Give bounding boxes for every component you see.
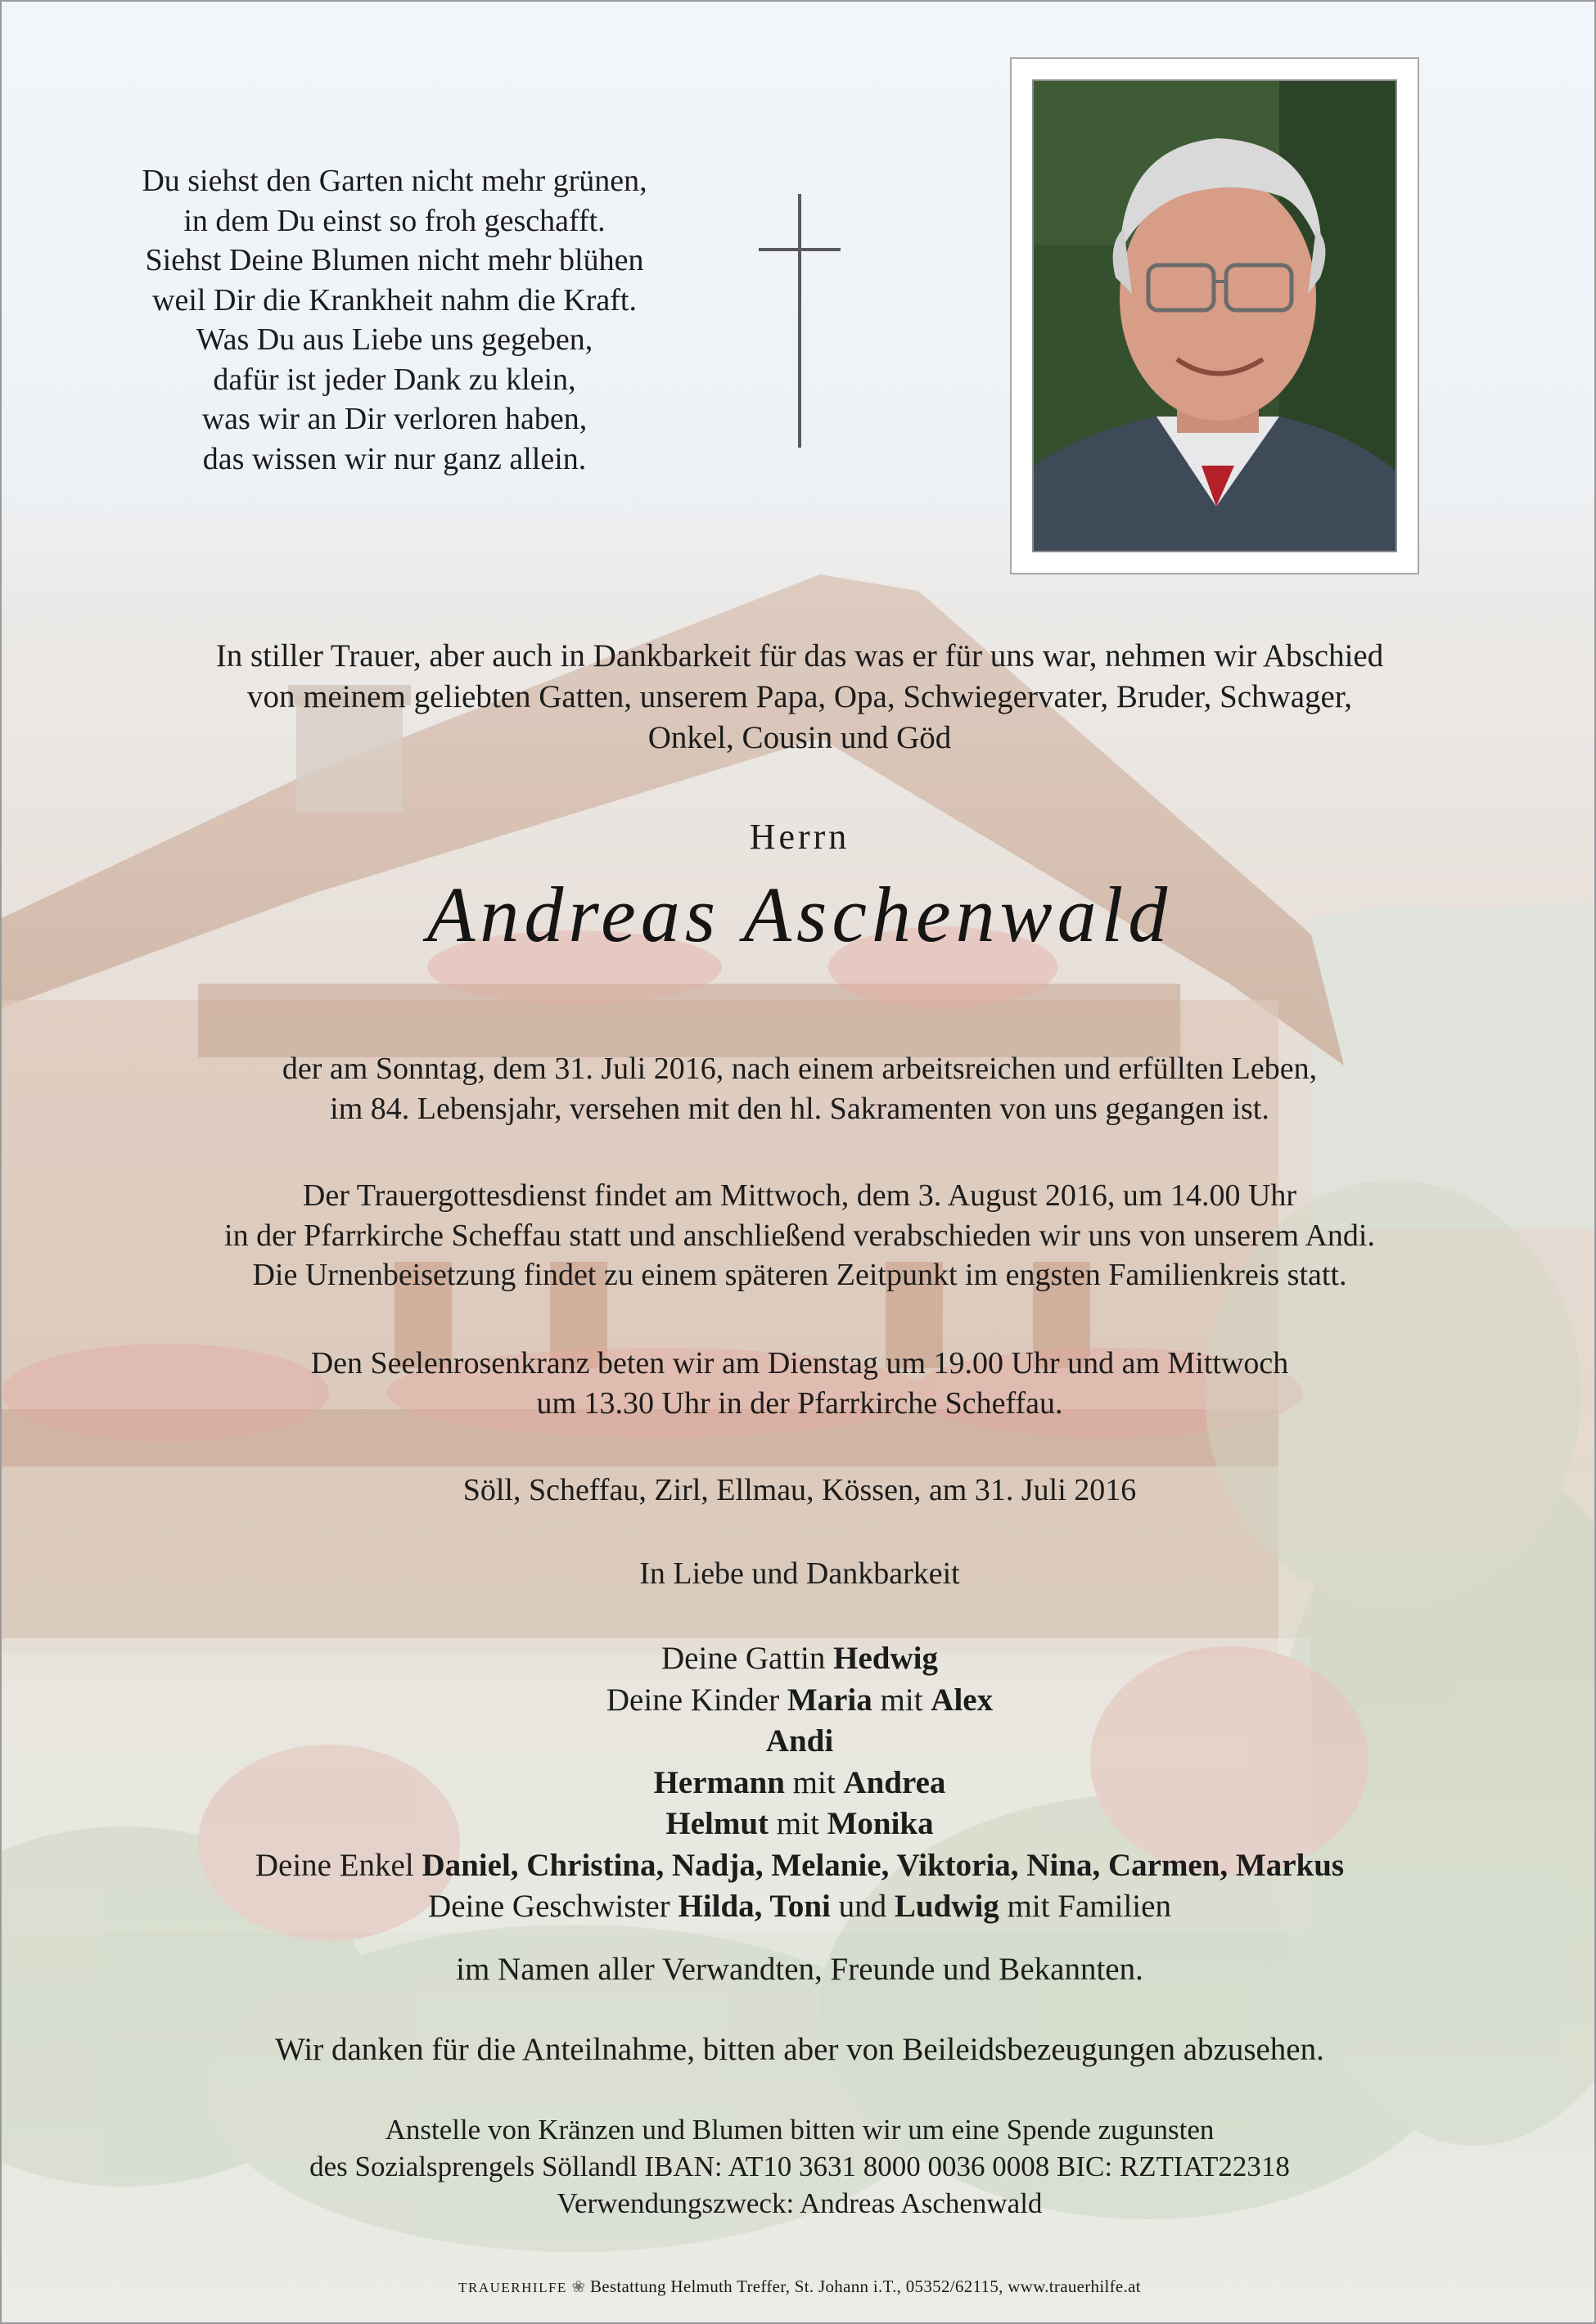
name: Ludwig [894,1889,999,1924]
label: mit Familien [999,1889,1171,1924]
death-notice-line: im 84. Lebensjahr, versehen mit den hl. Sakramenten von uns gegangen ist. [330,1091,1269,1126]
poem-line: Was Du aus Liebe uns gegeben, [196,322,593,357]
rosary-line: Den Seelenrosenkranz beten wir am Dienstag um 19.00 Uhr und am Mittwoch [310,1346,1289,1380]
name: Monika [827,1806,934,1841]
label: Deine Gattin [661,1641,834,1676]
intro-line: In stiller Trauer, aber auch in Dankbarkeit für das was er für uns war, nehmen wir Abschied [215,638,1384,673]
family-child [2,1763,1596,1804]
intro-line: von meinem geliebten Gatten, unserem Papa, Opa, Schwiegervater, Bruder, Schwager, [246,679,1353,714]
name: Hilda, Toni [678,1889,831,1924]
label: und [830,1889,895,1924]
cross-icon [759,194,841,448]
footer-text: Bestattung Helmuth Treffer, St. Johann i.T., 05352/62115, www.trauerhilfe.at [589,2277,1141,2296]
closing-phrase: In Liebe und Dankbarkeit [639,1556,960,1591]
thanks-note: Wir danken für die Anteilnahme, bitten aber von Beileidsbezeugungen abzusehen. [275,2032,1324,2067]
label: mit [784,1764,844,1800]
label: Deine Enkel [255,1847,422,1883]
label: Deine Kinder [606,1682,787,1718]
donation-line: Anstelle von Kränzen und Blumen bitten wir um eine Spende zugunsten [385,2114,1215,2146]
name: Hermann [653,1764,785,1800]
label: mit [769,1806,827,1841]
family-grandchildren [2,1845,1596,1887]
donation-line: Verwendungszweck: Andreas Aschenwald [557,2187,1043,2219]
service-line: in der Pfarrkirche Scheffau statt und anschließend verabschieden wir uns von unserem Andi. [224,1218,1375,1253]
poem-line: weil Dir die Krankheit nahm die Kraft. [152,282,637,318]
rosary-info [2,1344,1596,1423]
family-wife [2,1638,1596,1680]
intro-line: Onkel, Cousin und Göd [647,720,952,755]
place-date: Söll, Scheffau, Zirl, Ellmau, Kössen, am 31. Juli 2016 [462,1473,1137,1507]
footer [2,2277,1596,2297]
label: Deine Geschwister [428,1889,679,1924]
death-notice [2,1049,1596,1128]
name: Maria [787,1682,872,1718]
portrait-photo [1032,79,1397,552]
on-behalf: im Namen aller Verwandten, Freunde und Bekannten. [456,1952,1143,1987]
poem-line: das wissen wir nur ganz allein. [202,441,587,476]
salutation: Herrn [749,817,850,857]
poem-line: was wir an Dir verloren haben, [201,402,588,436]
family-siblings [2,1886,1596,1928]
donation-info [2,2111,1596,2222]
footer-brand: TRAUERHILFE [458,2280,567,2295]
family-children [2,1680,1596,1722]
rosary-line: um 13.30 Uhr in der Pfarrkirche Scheffau. [536,1385,1063,1421]
death-notice-line: der am Sonntag, dem 31. Juli 2016, nach einem arbeitsreichen und erfüllten Leben, [282,1052,1318,1086]
poem-line: dafür ist jeder Dank zu klein, [213,362,576,397]
family-list [2,1638,1596,1928]
poem-line: Siehst Deine Blumen nicht mehr blühen [145,243,644,277]
name: Andrea [843,1764,946,1800]
intro-text [2,636,1596,759]
family-child [2,1721,1596,1763]
dove-icon: ❀ [571,2278,586,2296]
service-line: Die Urnenbeisetzung findet zu einem späteren Zeitpunkt im engsten Familienkreis statt. [252,1258,1347,1292]
name: Helmut [665,1806,769,1841]
poem [83,161,706,479]
poem-line: Du siehst den Garten nicht mehr grünen, [142,164,647,198]
poem-line: in dem Du einst so froh geschafft. [183,203,606,238]
name: Alex [931,1682,994,1718]
deceased-name: Andreas Aschenwald [426,871,1173,958]
name: Andi [765,1723,834,1759]
service-line: Der Trauergottesdienst findet am Mittwoch, dem 3. August 2016, um 14.00 Uhr [302,1178,1297,1213]
family-child [2,1804,1596,1845]
label: mit [872,1682,931,1718]
name: Daniel, Christina, Nadja, Melanie, Viktoria, Nina, Carmen, Markus [422,1847,1345,1883]
name: Hedwig [833,1641,938,1676]
portrait-frame [1010,57,1419,574]
donation-line: des Sozialsprengels Söllandl IBAN: AT10 3631 8000 0036 0008 BIC: RZTIAT22318 [309,2151,1290,2182]
service-info [2,1176,1596,1295]
